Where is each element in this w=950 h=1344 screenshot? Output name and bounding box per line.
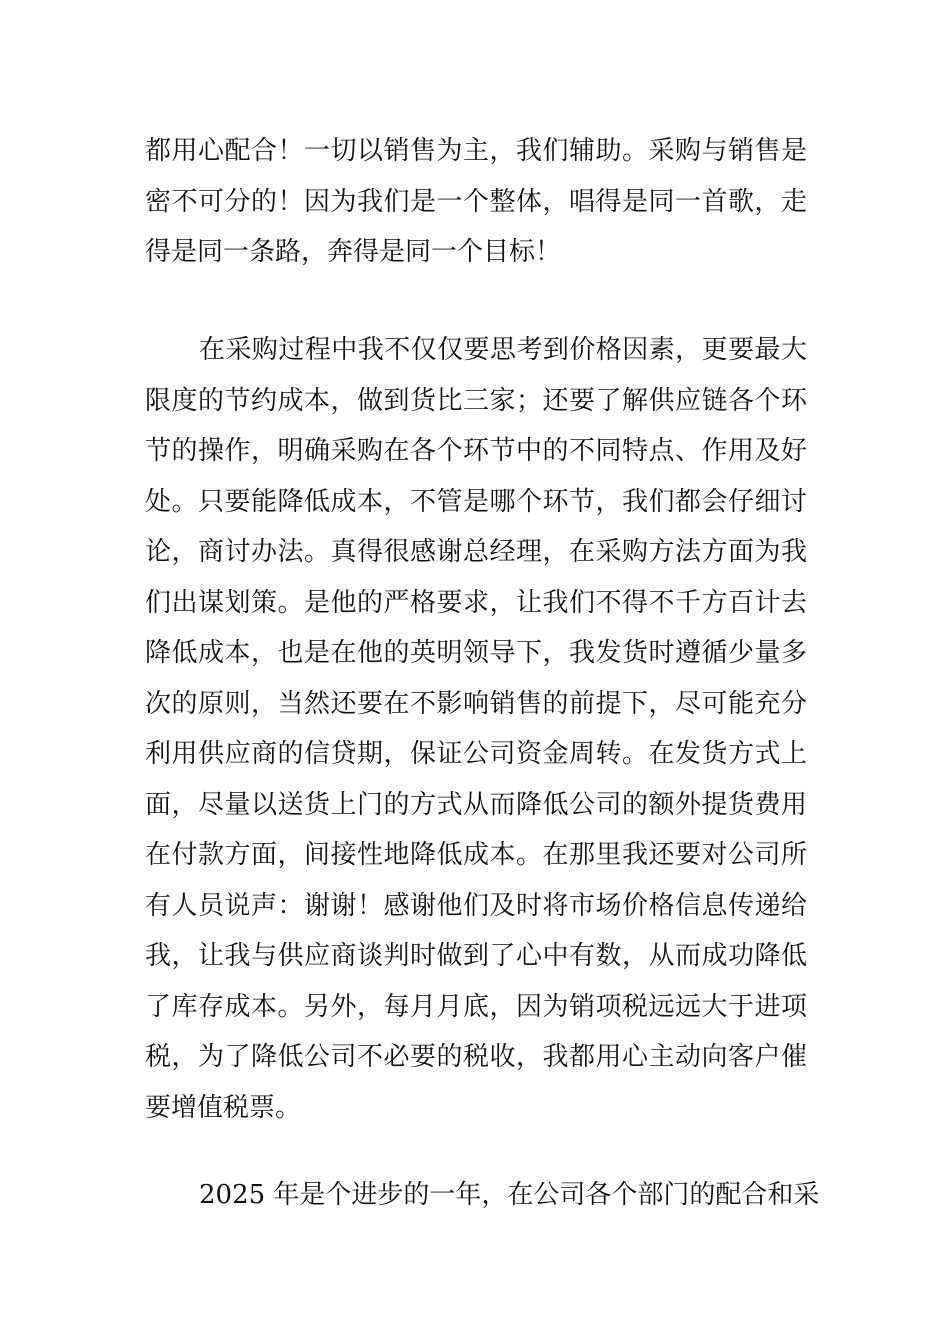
paragraph-3 bbox=[145, 1170, 820, 1221]
paragraph-line: 要增值税票。 bbox=[145, 1092, 302, 1123]
paragraph-line: 次的原则，当然还要在不影响销售的前提下，尽可能充分 bbox=[145, 688, 807, 719]
paragraph-line: 在付款方面，间接性地降低成本。在那里我还要对公司所 bbox=[145, 840, 807, 870]
paragraph-line: 在采购过程中我不仅仅要思考到价格因素，更要最大 bbox=[199, 335, 807, 365]
paragraph-1 bbox=[145, 126, 807, 278]
paragraph-line: 2025 年是个进步的一年，在公司各个部门的配合和采 bbox=[199, 1180, 820, 1210]
paragraph-line: 有人员说声：谢谢！感谢他们及时将市场价格信息传递给 bbox=[145, 890, 807, 921]
paragraph-line: 处。只要能降低成本，不管是哪个环节，我们都会仔细讨 bbox=[145, 486, 807, 517]
paragraph-line: 节的操作，明确采购在各个环节中的不同特点、作用及好 bbox=[145, 436, 807, 466]
paragraph-line: 限度的节约成本，做到货比三家；还要了解供应链各个环 bbox=[145, 385, 807, 416]
paragraph-line: 了库存成本。另外，每月月底，因为销项税远远大于进项 bbox=[145, 991, 807, 1022]
paragraph-line: 得是同一条路，奔得是同一个目标！ bbox=[145, 237, 562, 267]
paragraph-line: 税，为了降低公司不必要的税收，我都用心主动向客户催 bbox=[145, 1042, 807, 1072]
paragraph-line: 密不可分的！因为我们是一个整体，唱得是同一首歌，走 bbox=[145, 186, 807, 217]
paragraph-line: 降低成本，也是在他的英明领导下，我发货时遵循少量多 bbox=[145, 638, 807, 668]
paragraph-line: 都用心配合！一切以销售为主，我们辅助。采购与销售是 bbox=[145, 136, 807, 166]
paragraph-line: 面，尽量以送货上门的方式从而降低公司的额外提货费用 bbox=[145, 789, 807, 820]
paragraph-2 bbox=[145, 325, 807, 1133]
paragraph-line: 们出谋划策。是他的严格要求，让我们不得不千方百计去 bbox=[145, 587, 807, 618]
paragraph-line: 我，让我与供应商谈判时做到了心中有数，从而成功降低 bbox=[145, 941, 807, 971]
paragraph-line: 利用供应商的信贷期，保证公司资金周转。在发货方式上 bbox=[145, 739, 807, 769]
paragraph-line: 论，商讨办法。真得很感谢总经理，在采购方法方面为我 bbox=[145, 537, 807, 567]
